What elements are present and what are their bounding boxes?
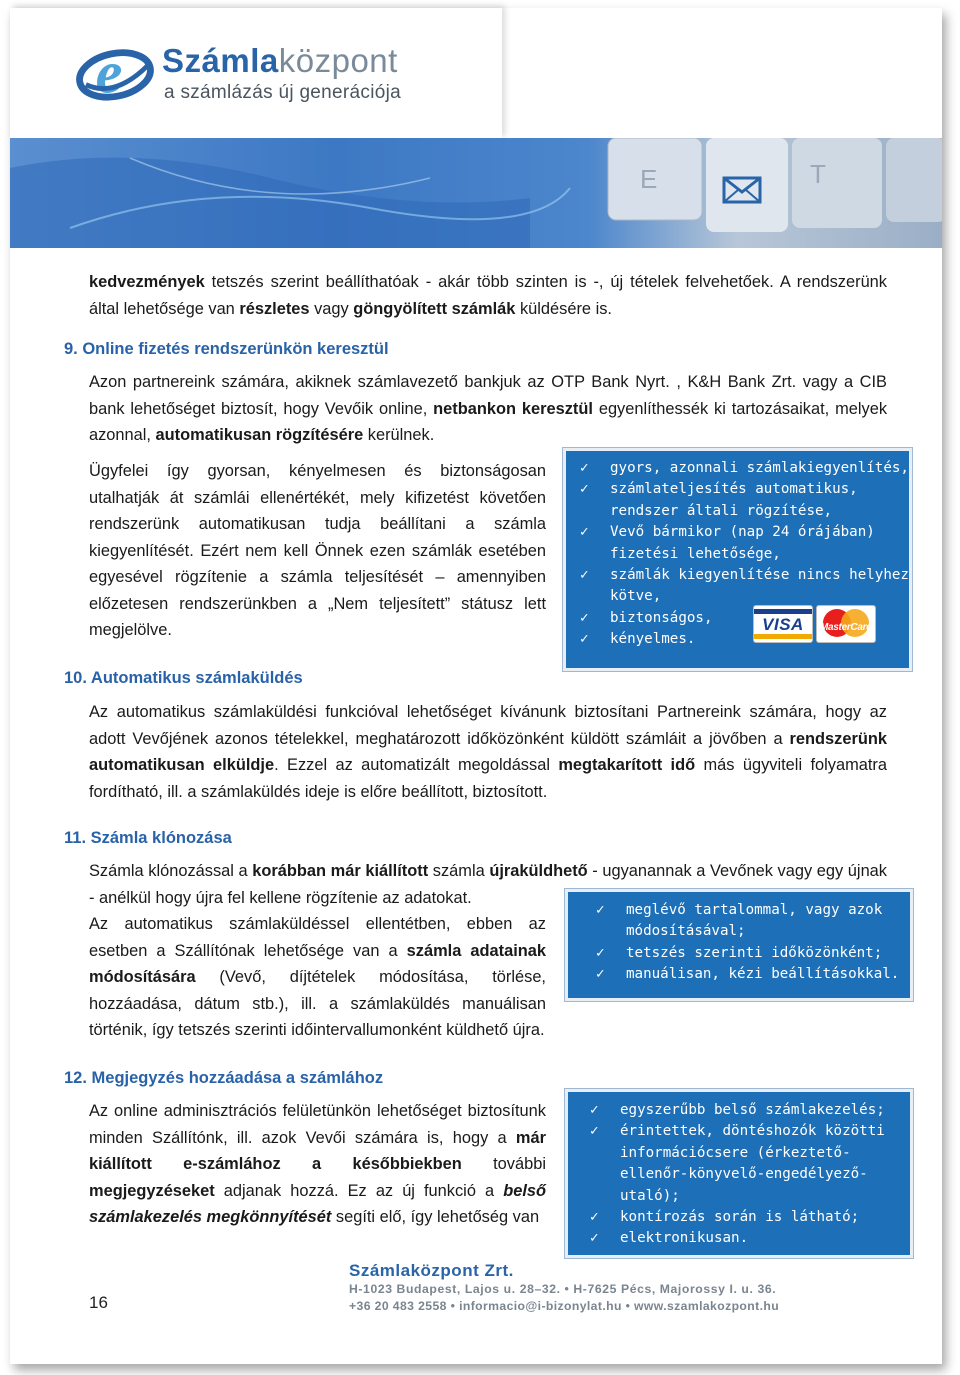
footer-address: H-1023 Budapest, Lajos u. 28–32. • H-7625 Pécs, Majorossy I. u. 36. (349, 1282, 777, 1296)
section-9-paragraph-2: Ügyfelei így gyorsan, kényelmesen és biztonságosan utalhatják át számlái ellenértékét, mely kifizetést követően rendszerünk automatikusan tudja beállítani a számla kiegyenlítését. Ezért nem kell Önnek ezen számlák esetében egyesével rögzítenie a számla teljesítését – amennyiben előzetesen rendszerünkben a „Nem teljesített” státusz lett megjelölve. (89, 462, 546, 639)
list-item: ✓ elektronikusan. (568, 1228, 910, 1249)
check-icon: ✓ (580, 609, 589, 626)
check-icon: ✓ (590, 1102, 599, 1118)
page-number: 16 (89, 1293, 108, 1312)
check-icon: ✓ (580, 481, 589, 498)
e-logo-icon (76, 38, 154, 106)
section-12-benefits-box (565, 1089, 913, 1258)
check-icon: ✓ (580, 567, 589, 584)
section-11-heading: 11. Számla klónozása (64, 829, 232, 847)
check-icon: ✓ (580, 460, 589, 476)
section-9-heading: 9. Online fizetés rendszerünkön keresztül (64, 340, 389, 358)
list-item: ✓ számlateljesítés automatikus, rendszer általi rögzítése, (580, 481, 858, 519)
list-item: ✓ egyszerűbb belső számlakezelés; (568, 1100, 910, 1121)
list-item: ✓ meglévő tartalommal, vagy azok módosításával; (596, 902, 883, 940)
svg-text:E: E (640, 164, 658, 194)
section-10-paragraph: Az automatikus számlaküldési funkcióval lehetőséget kívánunk biztosítani Partnereink számára, hogy az adott Vevőjének azonos tételekkel, meghatározott időközönként küldött számláit a jövőben a rendszerünk automatikusan elküldje. Ezzel az automatizált megoldással megtakarított idő más ügyviteli folyamatra fordítható, ill. a számlaküldés ideje is előre beállított, biztosított. (89, 703, 887, 801)
footer-contact: +36 20 483 2558 • informacio@i-bizonylat.hu • www.szamlakozpont.hu (349, 1299, 780, 1313)
logo-name: Számlaközpont (162, 42, 398, 79)
list-item: ✓ tetszés szerinti időközönként; (568, 943, 910, 964)
section-11-benefits-box (565, 889, 913, 1001)
check-icon: ✓ (580, 631, 589, 648)
list-item: ✓ gyors, azonnali számlakiegyenlítés, (566, 458, 909, 479)
section-12-paragraph: Az online adminisztrációs felületünkön lehetőséget biztosítunk minden Szállítónk, ill. azok Vevői számára is, hogy a már kiállított e-számlához a későbbiekben további megjegyzéseket adjanak hozzá. Ez az új funkció a belső számlakezelés megkönnyítését segíti elő, így lehetőség van (89, 1102, 546, 1226)
visa-card-icon: VISA (753, 605, 813, 643)
check-icon: ✓ (596, 944, 605, 961)
section-9-benefits-box (563, 448, 912, 671)
list-item: ✓ Vevő bármikor (nap 24 órájában) fizetési lehetősége, (580, 524, 875, 562)
svg-text:e: e (95, 39, 123, 106)
section-11-paragraph-2: Az automatikus számlaküldéssel ellentétben, ebben az esetben a Szállítónak lehetősége van a számla adatainak módosítására (Vevő, díjtételek módosítása, törlése, hozzáadása, dátum stb.), ill. a számlaküldés manuálisan történik, így tetszés szerinti időintervallumonként küldhető újra. (89, 915, 547, 1039)
section-9-paragraph-1: Azon partnereink számára, akiknek számlavezető bankjuk az OTP Bank Nyrt. , K&H Bank Zrt. vagy a CIB bank lehetőséget biztosít, hogy Vevőik online, netbankon keresztül egyenlíthessék ki tartozásaikat, melyek azonnal, automatikusan rögzítésére kerülnek. (89, 373, 888, 444)
list-item: ✓ számlák kiegyenlítése nincs helyhez kötve, (580, 567, 909, 605)
svg-text:T: T (810, 159, 826, 189)
section-11-paragraph-1: Számla klónozással a korábban már kiállított számla újraküldhető - ugyanannak a Vevőnek vagy egy újnak - anélkül hogy újra fel kellene rögzítenie az adatokat. (89, 862, 887, 907)
check-icon: ✓ (590, 1123, 599, 1140)
list-item: ✓ érintettek, döntéshozók közötti információcsere (érkeztető-ellenőr-könyvelő-engedélyező-utaló); (590, 1123, 885, 1204)
check-icon: ✓ (596, 902, 605, 918)
header-banner (10, 138, 942, 248)
check-icon: ✓ (596, 966, 605, 983)
check-icon: ✓ (590, 1230, 599, 1247)
list-item: ✓ kontírozás során is látható; (568, 1207, 910, 1228)
intro-paragraph: kedvezmények tetszés szerint beállíthatóak - akár több szinten is -, új tételek felvehetőek. A rendszerünk által lehetősége van részletes vagy göngyölített számlák küldésére is. (89, 273, 887, 318)
check-icon: ✓ (580, 524, 589, 541)
list-item: ✓ biztonságos, (566, 608, 909, 629)
logo-tagline: a számlázás új generációja (164, 82, 401, 103)
section-10-heading: 10. Automatikus számlaküldés (64, 669, 303, 687)
check-icon: ✓ (590, 1209, 599, 1226)
list-item: ✓ kényelmes. (566, 629, 909, 650)
mastercard-icon: MasterCard (816, 605, 876, 643)
footer-company: Számlaközpont Zrt. (349, 1261, 514, 1280)
section-12-heading: 12. Megjegyzés hozzáadása a számlához (64, 1069, 384, 1087)
company-logo (76, 38, 416, 108)
list-item: ✓ manuálisan, kézi beállításokkal. (568, 964, 910, 985)
